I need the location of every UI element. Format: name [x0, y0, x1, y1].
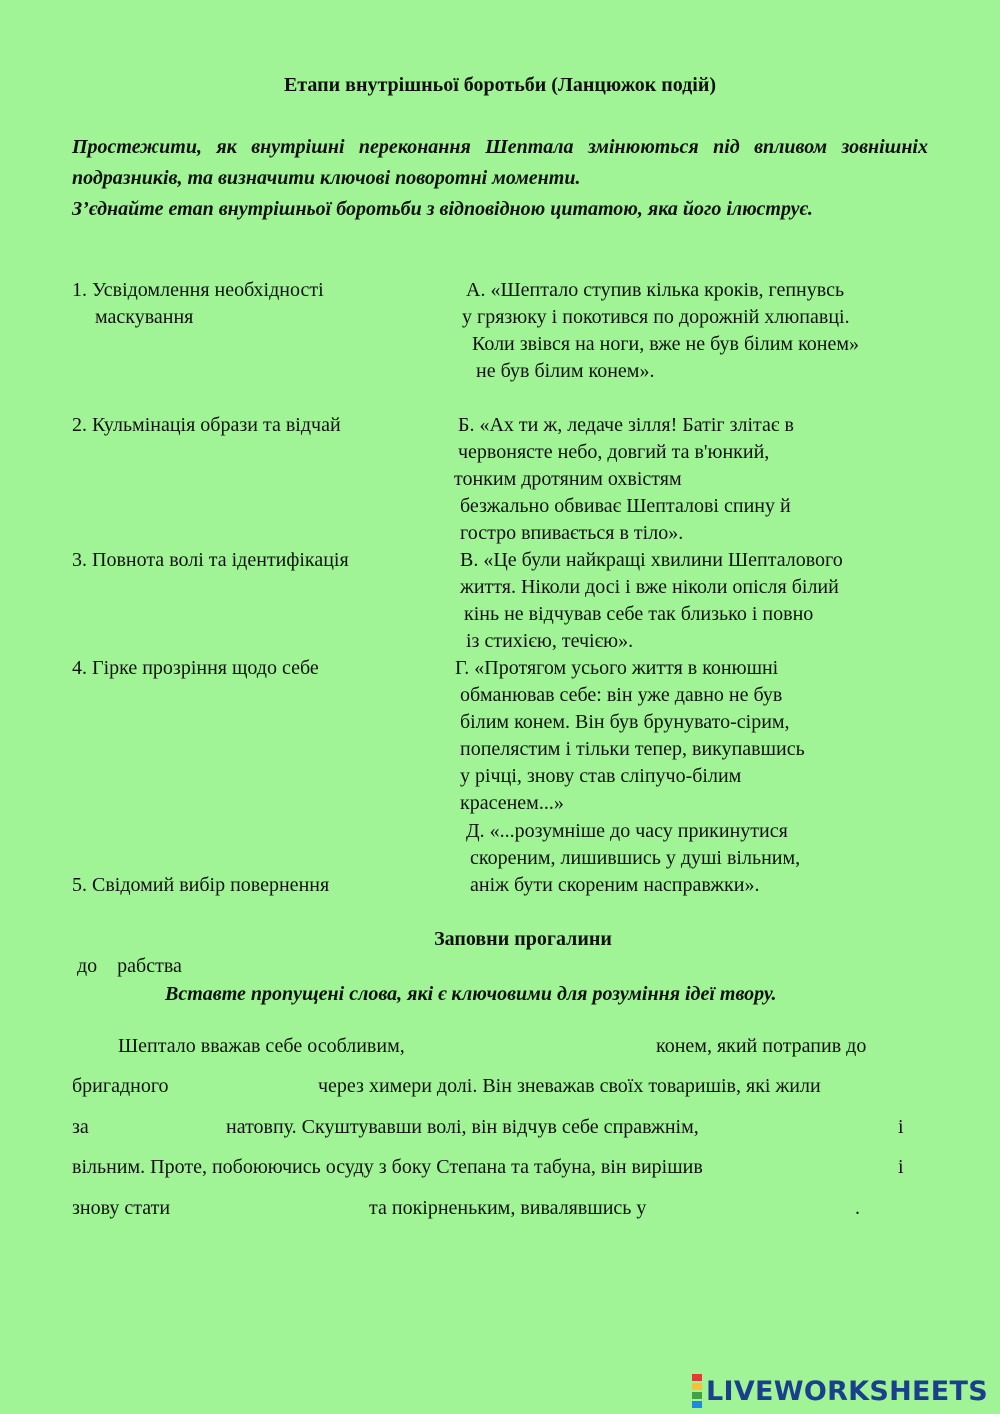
stage-5[interactable]: 5. Свідомий вибір повернення до рабства	[72, 874, 330, 977]
worksheet-title: Етапи внутрішньої боротьби (Ланцюжок подій)	[283, 74, 717, 96]
logo-mark-segment	[692, 1383, 702, 1390]
quote-d[interactable]: Д. «...розумніше до часу прикинутися скореним, лишившись у душі вільним, аніж бути скореним насправжки».	[466, 820, 801, 896]
logo-mark-icon	[692, 1373, 702, 1409]
logo-mark-segment	[692, 1392, 702, 1399]
liveworksheets-logo	[692, 1374, 988, 1408]
blank-5-input[interactable]	[808, 1154, 897, 1182]
quote-v[interactable]: В. «Це були найкращі хвилини Шепталового життя. Ніколи досі і вже ніколи опісля білий кінь не відчував себе так близько і повно із стихією, течією».	[460, 549, 843, 652]
stage-2[interactable]: 2. Кульмінація образи та відчай	[72, 414, 341, 436]
stage-3[interactable]: 3. Повнота волі та ідентифікація	[72, 549, 349, 571]
quote-a[interactable]: А. «Шептало ступив кілька кроків, гепнувсь у грязюку і покотився по дорожній хлюпавці. Коли звівся на ноги, вже не був білим конем» не був білим конем».	[462, 279, 860, 382]
blank-2-input[interactable]	[194, 1073, 313, 1101]
instruction-text-1: Простежити, як внутрішні переконання Шептала змінюються під впливом зовнішніх подразників, та визначити ключові поворотні моменти.	[72, 136, 928, 189]
logo-mark-segment	[692, 1401, 702, 1408]
blank-7-input[interactable]	[702, 1195, 851, 1223]
quote-h[interactable]: Г. «Протягом усього життя в конюшні обманював себе: він уже давно не був білим конем. Він був брунувато-сірим, попелястим і тільки тепер, викупавшись у річці, знову став сліпучо-білим красенем...»	[455, 657, 805, 814]
stage-4[interactable]: 4. Гірке прозріння щодо себе	[72, 657, 319, 679]
fill-instruction: Вставте пропущені слова, які є ключовими для розуміння ідеї твору.	[165, 983, 777, 1005]
fill-line-1: Шептало вважав себе особливим, конем, який потрапив до	[72, 1035, 904, 1063]
blank-6-input[interactable]	[192, 1195, 361, 1223]
fill-line-3: за натовпу. Скуштувавши волі, він відчув себе справжнім, і	[72, 1116, 904, 1144]
quote-b[interactable]: Б. «Ах ти ж, ледаче зілля! Батіг злітає в червонясте небо, довгий та в'юнкий, тонким дротяним охвістям безжально обвиває Шепталові спину й гостро впивається в тіло».	[454, 414, 794, 544]
fill-section-title: Заповни прогалини	[434, 928, 612, 950]
logo-mark-segment	[692, 1374, 702, 1381]
task-instructions	[72, 132, 928, 225]
stage-1[interactable]: 1. Усвідомлення необхідності маскування	[72, 279, 324, 328]
instruction-text-2: З’єднайте етап внутрішньої боротьби з відповідною цитатою, яка його ілюструє.	[72, 198, 813, 220]
fill-line-2: бригадного через химери долі. Він зневажав своїх товаришів, які жили	[72, 1075, 904, 1103]
blank-1-input[interactable]	[467, 1033, 646, 1061]
blank-3-input[interactable]	[102, 1114, 221, 1142]
blank-4-input[interactable]	[777, 1114, 896, 1142]
fill-line-4: вільним. Проте, побоюючись осуду з боку Степана та табуна, він вирішив і	[72, 1156, 904, 1184]
logo-text: LIVEWORKSHEETS	[705, 1375, 988, 1407]
fill-line-5: знову стати та покірненьким, вивалявшись у .	[72, 1197, 904, 1225]
